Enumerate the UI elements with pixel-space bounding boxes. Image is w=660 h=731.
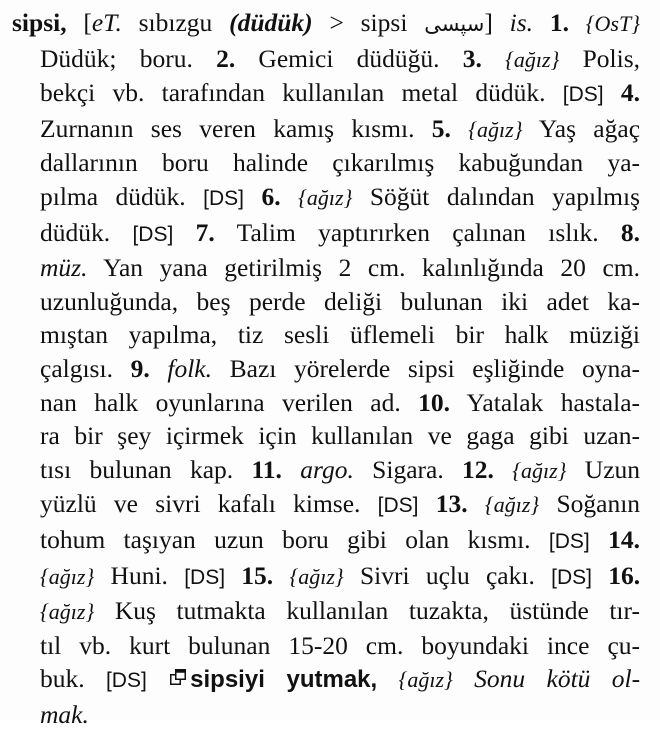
sense-number: 2. bbox=[216, 43, 236, 73]
idiom-definition: Sonu kötü ol- bbox=[474, 664, 641, 694]
source-tag: [DS] bbox=[184, 565, 226, 589]
sense-number: 8. bbox=[620, 217, 641, 247]
usage-tag: folk. bbox=[167, 353, 212, 383]
dictionary-entry bbox=[12, 6, 640, 731]
entry-line: uzunluğunda, beş perde deliği bulunan iki adet ka- bbox=[40, 286, 640, 316]
source-tag: [DS] bbox=[377, 494, 419, 518]
entry-line: {ağız} Huni. [DS] 15. {ağız} Sivri uçlu çakı. [DS] 16. bbox=[40, 560, 641, 590]
entry-line: yüzlü ve sivri kafalı kimse. [DS] 13. {ağız} Soğanın bbox=[40, 489, 641, 519]
idiom-definition: mak. bbox=[40, 699, 89, 729]
entry-line: tısı bulunan kap. 11. argo. Sigara. 12. {ağız} Uzun bbox=[40, 454, 641, 484]
sense-number: 5. bbox=[431, 113, 451, 143]
entry-line bbox=[40, 698, 640, 731]
source-tag: [DS] bbox=[562, 83, 604, 107]
idiom-phrase: sipsiyi yutmak, bbox=[190, 666, 378, 694]
sense-number: 1. bbox=[549, 8, 569, 37]
entry-line: pılma düdük. [DS] 6. {ağız} Söğüt dalından yapılmış bbox=[40, 181, 640, 211]
entry-line: buk. [DS] sipsiyi yutmak, {ağız} Sonu kötü ol- bbox=[40, 664, 641, 694]
sense-number: 3. bbox=[462, 43, 482, 73]
usage-tag: {ağız} bbox=[289, 563, 344, 589]
entry-line: müz. Yan yana getirilmiş 2 cm. kalınlığında 20 cm. bbox=[40, 253, 640, 283]
usage-tag: {ağız} bbox=[505, 46, 560, 72]
headword: sipsi, bbox=[12, 8, 67, 37]
etymology-arabic: سپسی bbox=[424, 12, 485, 36]
entry-line: düdük. [DS] 7. Talim yaptırırken çalınan ıslık. 8. bbox=[40, 217, 641, 247]
entry-line: çalgısı. 9. folk. Bazı yörelerde sipsi eşliğinde oyna- bbox=[40, 353, 641, 383]
etymology-arrow: > sipsi bbox=[329, 8, 408, 37]
entry-line: dallarının boru halinde çıkarılmış kabuğundan ya- bbox=[40, 148, 640, 178]
source-tag: [DS] bbox=[551, 565, 592, 589]
usage-tag: {ağız} bbox=[468, 116, 523, 142]
etymology-word: sıbızgu bbox=[138, 8, 213, 37]
usage-tag: {ağız} bbox=[484, 492, 540, 518]
etymology-language: eT. bbox=[91, 8, 122, 37]
usage-tag: {ağız} bbox=[40, 599, 95, 625]
sense-number: 6. bbox=[261, 181, 281, 211]
usage-tag: argo. bbox=[300, 454, 354, 484]
source-tag: [DS] bbox=[203, 186, 245, 210]
entry-body bbox=[12, 6, 640, 731]
entry-line: {ağız} Kuş tutmakta kullanılan tuzakta, üstünde tır- bbox=[40, 596, 640, 626]
sense-number: 14. bbox=[608, 524, 641, 554]
sense-number: 11. bbox=[251, 454, 282, 484]
usage-tag: {ağız} bbox=[398, 667, 453, 693]
entry-line: tıl vb. kurt bulunan 15-20 cm. boyundaki ince çu- bbox=[40, 630, 640, 660]
sense-number: 7. bbox=[195, 217, 215, 247]
entry-line: bekçi vb. tarafından kullanılan metal düdük. [DS] 4. bbox=[40, 78, 640, 108]
sense-number: 16. bbox=[608, 560, 641, 590]
usage-tag: müz. bbox=[40, 253, 88, 283]
usage-tag: {ağız} bbox=[40, 563, 95, 589]
etymology-gloss: (düdük) bbox=[229, 8, 313, 37]
entry-line: sipsi, [eT. sıbızgu (düdük) > sipsi سپسی] is. 1. {OsT} bbox=[12, 8, 640, 37]
part-of-speech: is. bbox=[509, 8, 534, 37]
sense-number: 10. bbox=[418, 387, 451, 417]
sense-number: 13. bbox=[435, 489, 468, 519]
source-tag: [DS] bbox=[132, 222, 174, 246]
source-tag: [DS] bbox=[105, 669, 147, 693]
sense-number: 4. bbox=[620, 78, 640, 108]
usage-tag: {ağız} bbox=[298, 184, 353, 210]
entry-line: Zurnanın ses veren kamış kısmı. 5. {ağız} Yaş ağaç bbox=[40, 113, 641, 143]
idiom-marker-icon bbox=[170, 669, 186, 685]
sense-number: 9. bbox=[130, 353, 150, 383]
source-tag: [DS] bbox=[548, 529, 590, 553]
usage-tag: {OsT} bbox=[585, 11, 640, 36]
entry-line: tohum taşıyan uzun boru gibi olan kısmı. [DS] 14. bbox=[40, 524, 641, 554]
entry-line: mıştan yapılma, tiz sesli üflemeli bir halk müziği bbox=[40, 320, 640, 350]
sense-number: 15. bbox=[241, 560, 274, 590]
sense-number: 12. bbox=[462, 454, 494, 484]
entry-line: ra bir şey içirmek için kullanılan ve gaga gibi uzan- bbox=[40, 421, 640, 451]
entry-line: Düdük; boru. 2. Gemici düdüğü. 3. {ağız} Polis, bbox=[40, 43, 641, 73]
usage-tag: {ağız} bbox=[512, 457, 567, 483]
entry-line: nan halk oyunlarına verilen ad. 10. Yatalak hastala- bbox=[40, 387, 641, 417]
